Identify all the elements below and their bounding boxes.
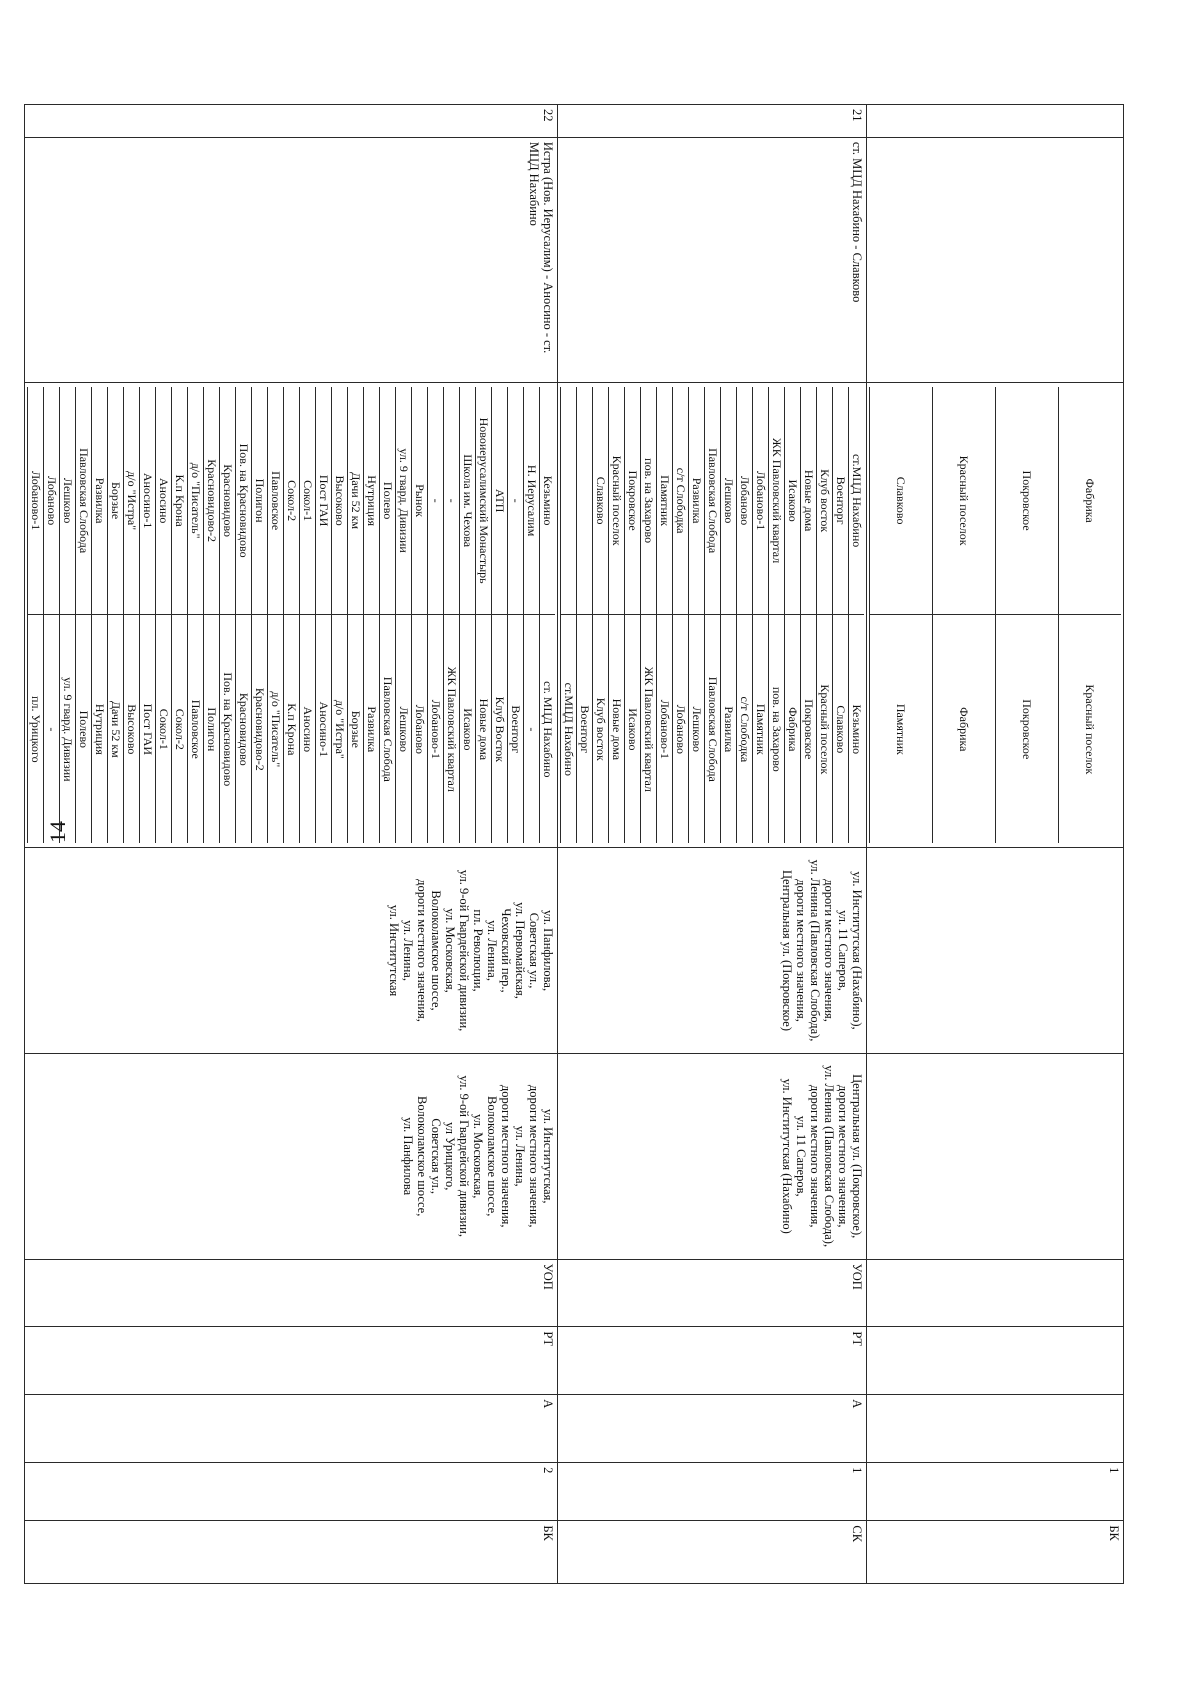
street-line: дороги местного значения, <box>836 1084 850 1228</box>
stop-row <box>561 387 577 843</box>
street-line: дороги местного значения, <box>808 1084 822 1228</box>
street-line: ул. Панфилова <box>401 1117 415 1196</box>
stop-forward: Лобаново <box>737 387 753 615</box>
street-line: дороги местного значения, <box>499 1084 513 1228</box>
street-line: ул. Ленина (Павловская Слобода), <box>822 1065 836 1248</box>
stop-forward: Памятник <box>657 387 673 615</box>
stop-backward: Покровское <box>996 615 1059 843</box>
stop-forward <box>561 387 577 615</box>
stop-forward: Красновидово <box>220 387 236 615</box>
stop-row <box>492 387 508 843</box>
stop-forward <box>577 387 593 615</box>
stop-forward: Сокол-1 <box>300 387 316 615</box>
stop-backward: пов. на Захарово <box>769 615 785 843</box>
stop-backward: с/т Слободка <box>737 615 753 843</box>
stop-forward: Полево <box>380 387 396 615</box>
vehicle-type-cell: А <box>25 1395 558 1463</box>
stop-row <box>364 387 380 843</box>
stop-row <box>252 387 268 843</box>
stop-backward: Пов. на Красновидово <box>220 615 236 843</box>
stops-cell <box>558 382 867 847</box>
stop-backward: Памятник <box>753 615 769 843</box>
stop-forward: Павловское <box>268 387 284 615</box>
streets-backward-cell <box>867 1053 1124 1259</box>
stop-row <box>657 387 673 843</box>
street-line: ул. Ленина, <box>513 1125 527 1187</box>
stop-backward: ЖК Павловский квартал <box>641 615 657 843</box>
stop-backward: Лобаново-1 <box>428 615 444 843</box>
street-line: ул Урицкого, <box>443 1122 457 1191</box>
stop-backward: Сокол-2 <box>172 615 188 843</box>
street-line: ул. Ленина, <box>401 920 415 981</box>
street-line: ул. Панфилова, <box>541 909 555 992</box>
stop-forward: - <box>444 387 460 615</box>
stop-backward: Фабрика <box>785 615 801 843</box>
stop-backward: Сокол-1 <box>156 615 172 843</box>
stop-row <box>76 387 92 843</box>
streets-backward-cell <box>25 1053 558 1259</box>
route-type-cell: УОП <box>558 1259 867 1327</box>
street-line: ул. 11 Саперов, <box>794 1115 808 1197</box>
stop-backward: Развилка <box>721 615 737 843</box>
stop-forward: Лобаново-1 <box>753 387 769 615</box>
stop-backward: Лешково <box>396 615 412 843</box>
stop-forward: Развилка <box>92 387 108 615</box>
stop-row <box>396 387 412 843</box>
stop-row <box>60 387 76 843</box>
stop-backward: Пост ГАИ <box>140 615 156 843</box>
stop-row <box>268 387 284 843</box>
stop-forward: Высоково <box>332 387 348 615</box>
stop-row <box>44 387 60 843</box>
stop-backward: К.п Крона <box>284 615 300 843</box>
route-type-cell <box>867 1259 1124 1327</box>
streets-backward-cell <box>558 1053 867 1259</box>
stop-backward: Красновидово <box>236 615 252 843</box>
stop-row <box>220 387 236 843</box>
stop-row <box>476 387 492 843</box>
stop-backward: Кезьмино <box>849 615 865 843</box>
stop-forward: Борзые <box>108 387 124 615</box>
stop-row <box>817 387 833 843</box>
stop-forward: Лешково <box>60 387 76 615</box>
stop-row <box>705 387 721 843</box>
stop-backward: Развилка <box>364 615 380 843</box>
vehicle-type-cell: А <box>558 1395 867 1463</box>
stop-backward: Военторг <box>577 615 593 843</box>
streets-forward-cell <box>25 848 558 1054</box>
stop-row <box>460 387 476 843</box>
stops-cell <box>25 382 558 847</box>
stop-row <box>996 387 1059 843</box>
stop-forward: Нутриция <box>364 387 380 615</box>
stop-backward: Нутриция <box>92 615 108 843</box>
stop-backward: Покровское <box>801 615 817 843</box>
stop-forward: Клуб восток <box>817 387 833 615</box>
stop-row <box>412 387 428 843</box>
street-line: Волоколамское шоссе, <box>485 1096 499 1217</box>
stop-row <box>348 387 364 843</box>
stop-backward: Красный поселок <box>1059 615 1122 843</box>
stop-backward: Аносино-1 <box>316 615 332 843</box>
stop-forward: Славково <box>593 387 609 615</box>
route-number-cell <box>867 105 1124 138</box>
stop-forward: Красновидово-2 <box>204 387 220 615</box>
stop-forward: Павловская Слобода <box>705 387 721 615</box>
stop-row <box>641 387 657 843</box>
stop-forward: Славково <box>870 387 933 615</box>
stop-backward: Лешково <box>689 615 705 843</box>
stop-backward: ст.МЦД Нахабино <box>561 615 577 843</box>
stop-row <box>753 387 769 843</box>
stop-forward: Военторг <box>833 387 849 615</box>
route-table <box>24 104 1124 1584</box>
stop-forward: ЖК Павловский квартал <box>769 387 785 615</box>
stop-forward: Красный поселок <box>933 387 996 615</box>
stop-backward: Клуб Восток <box>492 615 508 843</box>
stop-row <box>300 387 316 843</box>
stop-row <box>540 387 556 843</box>
stop-row <box>689 387 705 843</box>
stop-row <box>593 387 609 843</box>
stop-forward: Новоиерусалимский Монастырь <box>476 387 492 615</box>
stop-row <box>785 387 801 843</box>
stop-forward: Фабрика <box>1059 387 1122 615</box>
stop-row <box>428 387 444 843</box>
vehicle-type-cell <box>867 1395 1124 1463</box>
stop-backward: Лобаново-1 <box>657 615 673 843</box>
street-line: ул. Ленина, <box>485 920 499 981</box>
street-line: Советская ул., <box>429 1118 443 1194</box>
street-line: дороги местного значения, <box>794 879 808 1022</box>
stop-backward: Аносино <box>300 615 316 843</box>
stop-row <box>380 387 396 843</box>
stop-row <box>124 387 140 843</box>
stop-row <box>625 387 641 843</box>
stop-row <box>284 387 300 843</box>
stop-backward: Исаково <box>460 615 476 843</box>
street-line: Центральная ул. (Покровское), <box>850 1074 864 1239</box>
stop-row <box>316 387 332 843</box>
stop-row <box>92 387 108 843</box>
tariff-cell <box>867 1327 1124 1395</box>
stop-backward: ст. МЦД Нахабино <box>540 615 556 843</box>
stop-backward: - <box>44 615 60 843</box>
stop-backward: Фабрика <box>933 615 996 843</box>
street-line: ул. 11 Саперов, <box>836 910 850 991</box>
street-line: дороги местного значения, <box>527 1084 541 1228</box>
page-number: 14 <box>45 821 70 843</box>
stop-row <box>849 387 865 843</box>
stop-backward: д/о "Писатель" <box>268 615 284 843</box>
stop-backward: Лобаново <box>412 615 428 843</box>
stop-forward: К.п Крона <box>172 387 188 615</box>
street-line: ул. 9-ой Гвардейской дивизии, <box>457 869 471 1032</box>
street-line: ул. 9-ой Гвардейской дивизии, <box>457 1075 471 1237</box>
street-line: ул. Институтская (Нахабино), <box>850 871 864 1030</box>
stop-row <box>833 387 849 843</box>
stop-list <box>869 387 1121 843</box>
stop-backward: Новые дома <box>476 615 492 843</box>
stop-row <box>577 387 593 843</box>
stop-backward: пл. Урицкого <box>28 615 44 843</box>
stop-backward: Красный поселок <box>817 615 833 843</box>
stop-forward: Покровское <box>625 387 641 615</box>
route-row <box>25 105 558 1584</box>
stop-forward: Лобаново <box>44 387 60 615</box>
stop-forward: д/о "Писатель" <box>188 387 204 615</box>
vehicle-class-cell: БК <box>25 1521 558 1584</box>
route-name-cell <box>867 137 1124 382</box>
stop-row <box>28 387 44 843</box>
stop-backward: Новые дома <box>609 615 625 843</box>
continuation-row <box>867 105 1124 1584</box>
route-number-cell: 21 <box>558 105 867 138</box>
stop-forward: с/т Слободка <box>673 387 689 615</box>
stop-row <box>933 387 996 843</box>
street-line: дороги местного значения, <box>822 879 836 1022</box>
stop-forward: Лобаново-1 <box>28 387 44 615</box>
street-line: ул. Институтская <box>387 904 401 997</box>
stop-row <box>1059 387 1122 843</box>
stop-forward: Аносино-1 <box>140 387 156 615</box>
stop-row <box>172 387 188 843</box>
stop-backward: Павловская Слобода <box>380 615 396 843</box>
stop-backward: Полигон <box>204 615 220 843</box>
stop-backward: Борзые <box>348 615 364 843</box>
stops-cell <box>867 382 1124 847</box>
street-line: ул. Ленина (Павловская Слобода), <box>808 859 822 1042</box>
stop-forward: Лешково <box>721 387 737 615</box>
stop-row <box>508 387 524 843</box>
street-line: ул. Институтская (Нахабино) <box>780 1078 794 1234</box>
stop-backward: Красновидово-2 <box>252 615 268 843</box>
stop-forward: Дачи 52 км <box>348 387 364 615</box>
stop-row <box>524 387 540 843</box>
street-line: Советская ул., <box>527 912 541 989</box>
stop-backward: Славково <box>833 615 849 843</box>
street-line: ул. Первомайская, <box>513 902 527 999</box>
street-line: ул. Институтская, <box>541 1108 555 1204</box>
stop-backward: Военторг <box>508 615 524 843</box>
stop-forward: Исаково <box>785 387 801 615</box>
route-number-cell: 22 <box>25 105 558 138</box>
stop-forward: д/о "Истра" <box>124 387 140 615</box>
vehicle-count-cell: 2 <box>25 1463 558 1521</box>
stop-forward: Красный поселок <box>609 387 625 615</box>
stop-backward: - <box>524 615 540 843</box>
stop-backward: Павловское <box>188 615 204 843</box>
vehicle-class-cell: СК <box>558 1521 867 1584</box>
tariff-cell: РТ <box>558 1327 867 1395</box>
stop-row <box>156 387 172 843</box>
street-line: пл. Революции, <box>471 909 485 992</box>
stop-row <box>737 387 753 843</box>
stop-row <box>769 387 785 843</box>
stop-backward: Клуб восток <box>593 615 609 843</box>
stop-backward: д/о "Истра" <box>332 615 348 843</box>
stop-row <box>673 387 689 843</box>
stop-row <box>188 387 204 843</box>
stop-forward: Пов. на Красновидово <box>236 387 252 615</box>
stop-forward: Новые дома <box>801 387 817 615</box>
street-line: ул. Московская, <box>443 908 457 993</box>
stop-row <box>801 387 817 843</box>
stop-row <box>204 387 220 843</box>
stop-row <box>444 387 460 843</box>
stop-backward: Памятник <box>870 615 933 843</box>
stop-forward: Кезьмино <box>540 387 556 615</box>
streets-forward-cell <box>558 848 867 1054</box>
stop-list <box>27 387 555 843</box>
stop-backward: Полево <box>76 615 92 843</box>
route-name-cell: ст. МЦД Нахабино - Славково <box>558 137 867 382</box>
stop-backward: Лобаново <box>673 615 689 843</box>
stop-forward: ст.МЦД Нахабино <box>849 387 865 615</box>
street-line: Центральная ул. (Покровское) <box>780 870 794 1031</box>
stop-backward: ЖК Павловский квартал <box>444 615 460 843</box>
stop-backward: ул. 9 гвард. Дивизии <box>60 615 76 843</box>
street-line: ул. Московская, <box>471 1113 485 1199</box>
stop-row <box>140 387 156 843</box>
stop-forward: Аносино <box>156 387 172 615</box>
stop-forward: ул. 9 гвард. Дивизии <box>396 387 412 615</box>
stop-row <box>721 387 737 843</box>
stop-forward: Школа им. Чехова <box>460 387 476 615</box>
stop-forward: Павловская Слобода <box>76 387 92 615</box>
stop-row <box>332 387 348 843</box>
tariff-cell: РТ <box>25 1327 558 1395</box>
vehicle-count-cell: 1 <box>558 1463 867 1521</box>
vehicle-class-cell: БК <box>867 1521 1124 1584</box>
streets-forward-cell <box>867 848 1124 1054</box>
stop-forward: АТП <box>492 387 508 615</box>
stop-row <box>108 387 124 843</box>
stop-forward: Полигон <box>252 387 268 615</box>
stop-row <box>236 387 252 843</box>
street-line: Волоколамское шоссе, <box>415 1096 429 1217</box>
stop-forward: Покровское <box>996 387 1059 615</box>
vehicle-count-cell: 1 <box>867 1463 1124 1521</box>
stop-backward: Исаково <box>625 615 641 843</box>
route-type-cell: УОП <box>25 1259 558 1327</box>
stop-forward: - <box>428 387 444 615</box>
route-name-cell: Истра (Нов. Иерусалим) - Аносино - ст. МЦД Нахабино <box>25 137 558 382</box>
stop-forward: Сокол-2 <box>284 387 300 615</box>
stop-row <box>609 387 625 843</box>
stop-backward: Дачи 52 км <box>108 615 124 843</box>
stop-forward: - <box>508 387 524 615</box>
stop-forward: пов. на Захарово <box>641 387 657 615</box>
street-line: Чеховский пер., <box>499 908 513 993</box>
route-row <box>558 105 867 1584</box>
stop-forward: Рынок <box>412 387 428 615</box>
stop-forward: Пост ГАИ <box>316 387 332 615</box>
stop-list <box>560 387 864 843</box>
stop-forward: Н. Иерусалим <box>524 387 540 615</box>
stop-backward: Высоково <box>124 615 140 843</box>
street-line: дороги местного значения, <box>415 879 429 1022</box>
stop-row <box>870 387 933 843</box>
street-line: Волоколамское шоссе, <box>429 890 443 1011</box>
stop-backward: Павловская Слобода <box>705 615 721 843</box>
stop-forward: Развилка <box>689 387 705 615</box>
